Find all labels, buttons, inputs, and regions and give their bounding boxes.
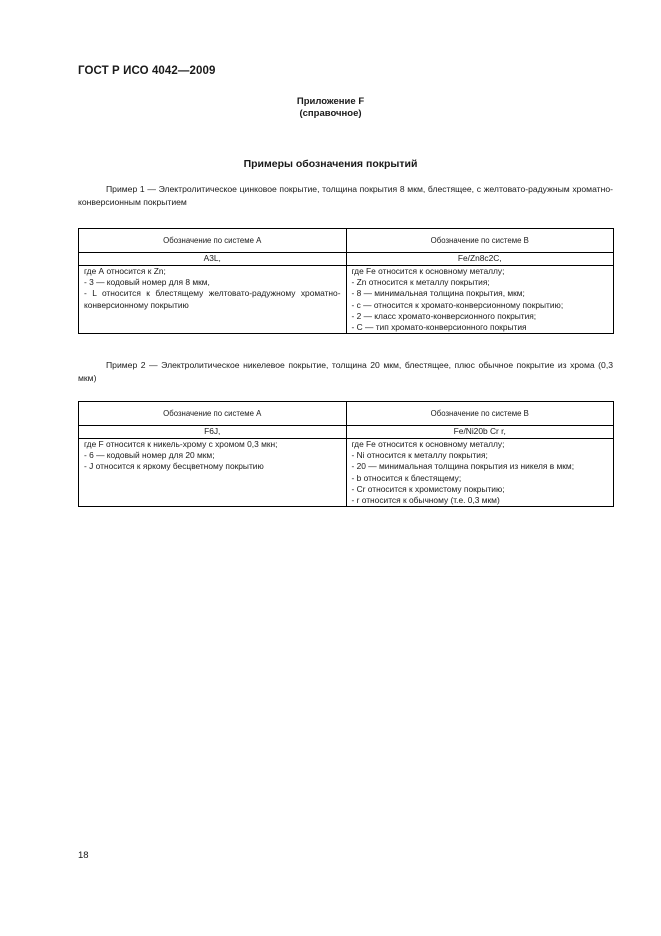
page-number: 18 [78,850,89,861]
example-2-text: Пример 2 — Электролитическое никелевое покрытие, толщина 20 мкм, блестящее, плюс обычное покрытие из хрома (0,3 мкм) [78,360,613,383]
col-b-code: Fe/Zn8c2C, [346,253,614,266]
explanation-line: где F относится к никель-хрому с хромом 0,3 мкн; [84,439,278,449]
explanation-line: где Fe относится к основному металлу; [351,439,505,449]
explanation-line: - С — тип хромато-конверсионного покрытия [351,322,527,333]
col-b-code: Fe/Ni20b Cr r, [346,426,614,439]
document-code: ГОСТ Р ИСО 4042—2009 [78,65,216,77]
table-header-row [79,402,614,426]
col-b-header: Обозначение по системе В [346,402,614,426]
table-header-row [79,229,614,253]
col-a-explanation [79,439,347,507]
code-row [79,426,614,439]
annex-title: Приложение F [296,96,365,107]
explanation-line: где А относится к Zn; [84,266,166,276]
col-a-explanation [79,266,347,334]
col-a-header: Обозначение по системе А [79,402,347,426]
explanation-line: - J относится к яркому бесцветному покрытию [84,461,264,472]
explanation-line: - 3 — кодовый номер для 8 мкм, [84,277,210,288]
explanation-line: - 8 — минимальная толщина покрытия, мкм; [351,288,525,299]
col-a-code: A3L, [79,253,347,266]
explanation-line: - L относится к блестящему желтовато-радужному хроматно-конверсионному покрытию [84,288,341,310]
explanation-row [79,439,614,507]
col-b-explanation [346,266,614,334]
explanation-line: - 6 — кодовый номер для 20 мкм; [84,450,215,461]
explanation-line: - Zn относится к металлу покрытия; [351,277,490,288]
col-b-explanation [346,439,614,507]
explanation-line: - 2 — класс хромато-конверсионного покрытия; [351,310,537,321]
explanation-row [79,266,614,334]
col-a-code: F6J, [79,426,347,439]
example-2-table [78,401,614,507]
explanation-line: - Cr относится к хромистому покрытию; [351,483,505,494]
col-a-header: Обозначение по системе А [79,229,347,253]
explanation-line: - r относится к обычному (т.е. 0,3 мкм) [351,495,500,506]
explanation-line: - 20 — минимальная толщина покрытия из никеля в мкм; [351,461,575,472]
code-row [79,253,614,266]
annex-subtitle: (справочное) [299,108,362,119]
section-title: Примеры обозначения покрытий [243,158,418,170]
example-1-text: Пример 1 — Электролитическое цинковое покрытие, толщина покрытия 8 мкм, блестящее, с желтовато-радужным хроматно-конверсионным покрытием [78,184,613,207]
col-b-header: Обозначение по системе В [346,229,614,253]
example-1-table [78,228,614,334]
explanation-line: - Ni относится к металлу покрытия; [351,450,488,461]
explanation-line: где Fe относится к основному металлу; [351,266,505,276]
explanation-line: - с — относится к хромато-конверсионному покрытию; [351,299,564,310]
explanation-line: - b относится к блестящему; [351,472,462,483]
